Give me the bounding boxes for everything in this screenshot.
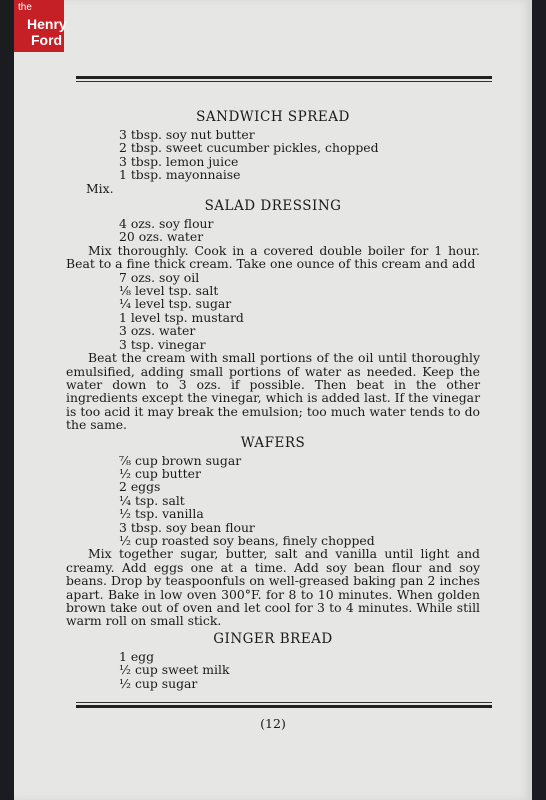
salad-dressing-ingredients-b bbox=[66, 271, 480, 351]
ingredient-line: ½ tsp. vanilla bbox=[119, 506, 204, 522]
ingredient-line: 3 tbsp. soy nut butter bbox=[119, 127, 255, 142]
page-number: (12) bbox=[260, 716, 286, 731]
ingredient-line: ⅞ cup brown sugar bbox=[119, 452, 242, 468]
wafers-ingredients bbox=[66, 454, 480, 548]
ingredient-line: ½ cup butter bbox=[119, 465, 201, 481]
ingredient-line: 1 egg bbox=[119, 648, 155, 664]
salad-dressing-ingredients-a bbox=[66, 217, 480, 244]
ingredient-line: 3 tbsp. lemon juice bbox=[119, 153, 239, 169]
wafers-paragraph: Mix together sugar, butter, salt and vanilla until light and creamy. Add eggs one at a time. Add soy bean flour and soy beans. Drop by teaspoonfuls on well-greased baking pan 2 inches apart. Bake in low oven 300°F. for 8 to 10 minutes. When golden brown take out of oven and let cool for 3 to 4 minutes. While still warm roll on small stick. bbox=[66, 546, 480, 629]
ingredient-line: 20 ozs. water bbox=[119, 229, 204, 245]
salad-dressing-title: SALAD DRESSING bbox=[204, 198, 342, 215]
ingredient-line: 4 ozs. soy flour bbox=[119, 216, 214, 232]
ingredient-line: ¼ tsp. salt bbox=[119, 492, 185, 508]
wafers-title: WAFERS bbox=[240, 434, 306, 451]
ingredient-line: ⅛ level tsp. salt bbox=[119, 283, 219, 299]
henry-ford-logo bbox=[14, 0, 67, 52]
ginger-bread-ingredients bbox=[66, 650, 480, 690]
logo-line-2: Henry bbox=[27, 16, 67, 32]
ingredient-line: 2 eggs bbox=[119, 479, 161, 495]
ingredient-line: 3 tbsp. soy bean flour bbox=[119, 519, 255, 535]
ingredient-line: ½ cup sugar bbox=[119, 675, 198, 691]
ingredient-line: 1 tbsp. mayonnaise bbox=[119, 167, 241, 183]
ingredient-line: 3 ozs. water bbox=[119, 323, 196, 339]
salad-dressing-paragraph-1: Mix thoroughly. Cook in a covered double boiler for 1 hour. Beat to a fine thick cream. Take one ounce of this cream and add bbox=[66, 242, 480, 272]
ingredient-line: 2 tbsp. sweet cucumber pickles, chopped bbox=[119, 140, 379, 156]
ginger-bread-title: GINGER BREAD bbox=[213, 630, 333, 647]
ingredient-line: ¼ level tsp. sugar bbox=[119, 296, 232, 312]
bottom-rule bbox=[76, 702, 492, 708]
recipe-content bbox=[66, 106, 480, 690]
salad-dressing-paragraph-2: Beat the cream with small portions of the oil until thoroughly emulsified, adding small portions of water as needed. Keep the water down to 3 ozs. if possible. Then beat in the other ingredients except the vinegar, which is added last. If the vinegar is too acid it may break the emulsion; too much water tends to do the same. bbox=[66, 350, 480, 433]
logo-line-1: the bbox=[18, 2, 32, 13]
logo-line-3: Ford bbox=[31, 32, 63, 48]
ingredient-line: 3 tsp. vinegar bbox=[119, 336, 206, 352]
sandwich-spread-title: SANDWICH SPREAD bbox=[196, 109, 350, 125]
ingredient-line: 1 level tsp. mustard bbox=[119, 309, 244, 325]
ingredient-line: ½ cup roasted soy beans, finely chopped bbox=[119, 532, 375, 548]
top-rule bbox=[76, 76, 492, 82]
ingredient-line: 7 ozs. soy oil bbox=[119, 269, 200, 285]
ingredient-line: ½ cup sweet milk bbox=[119, 662, 230, 678]
sandwich-spread-ingredients bbox=[66, 128, 480, 182]
sandwich-instruction: Mix. bbox=[86, 180, 114, 196]
